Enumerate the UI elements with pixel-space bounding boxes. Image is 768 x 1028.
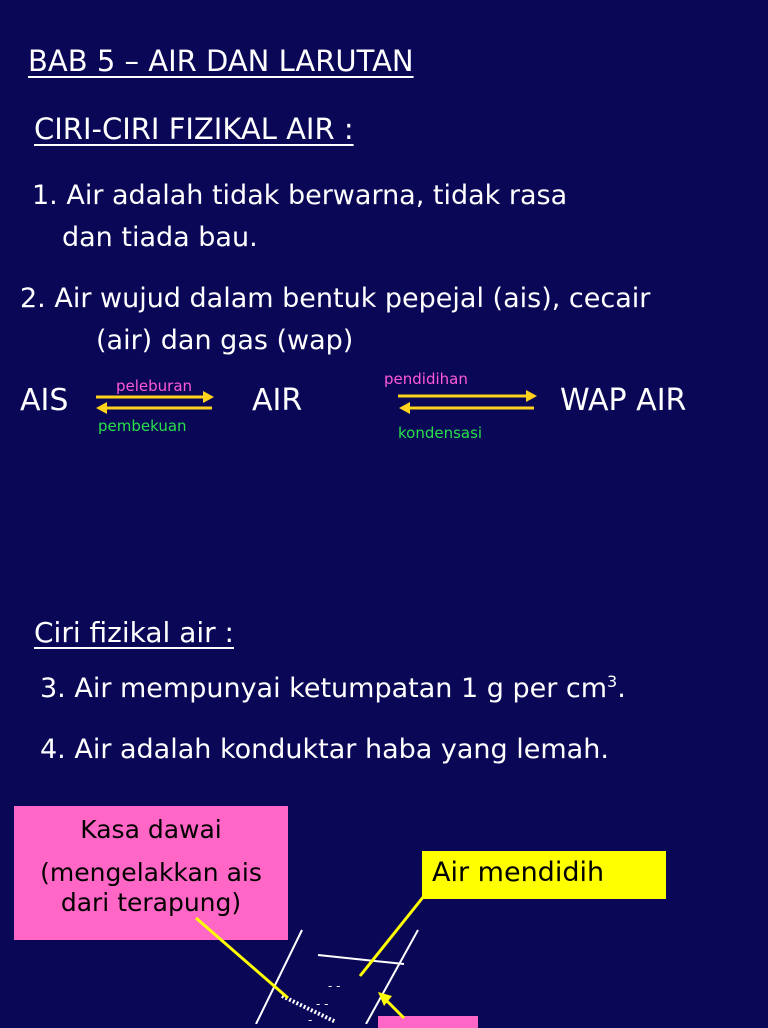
page-title: BAB 5 – AIR DAN LARUTAN: [28, 44, 414, 78]
boiling-label: pendidihan: [384, 370, 468, 388]
point-4: 4. Air adalah konduktar haba yang lemah.: [40, 734, 609, 765]
point-1-line-1: 1. Air adalah tidak berwarna, tidak rasa: [32, 180, 568, 211]
ice-pointer-arrow: [378, 992, 404, 1018]
point-3: 3. Air mempunyai ketumpatan 1 g per $cm^3$.: [40, 672, 626, 704]
water-vapour-arrows: [398, 390, 537, 414]
state-ice: AIS: [20, 383, 69, 418]
boiling-water-callout: Air mendidih: [422, 851, 666, 899]
point-2-line-2: (air) dan gas (wap): [96, 325, 354, 356]
section-2-heading: Ciri fizikal air :: [34, 616, 234, 649]
state-water: AIR: [252, 383, 303, 418]
melting-label: peleburan: [116, 377, 193, 395]
svg-text:-: -: [308, 1013, 313, 1024]
wire-gauze-label: Kasa dawai: [80, 815, 222, 844]
freezing-label: pembekuan: [98, 417, 187, 435]
state-vapour: WAP AIR: [560, 383, 687, 418]
wire-gauze-note: (mengelakkan ais dari terapung): [40, 858, 262, 917]
svg-text:- -: - -: [328, 979, 341, 993]
test-tube: [256, 930, 418, 1024]
section-heading: CIRI-CIRI FIZIKAL AIR :: [34, 112, 354, 146]
point-1-line-2: dan tiada bau.: [62, 222, 258, 253]
svg-text:- -: - -: [316, 997, 329, 1011]
wire-gauze-pointer: [196, 918, 288, 998]
ice-water-arrows: [96, 391, 214, 414]
point-2-line-1: 2. Air wujud dalam bentuk pepejal (ais), cecair: [20, 283, 651, 314]
condensation-label: kondensasi: [398, 424, 483, 442]
